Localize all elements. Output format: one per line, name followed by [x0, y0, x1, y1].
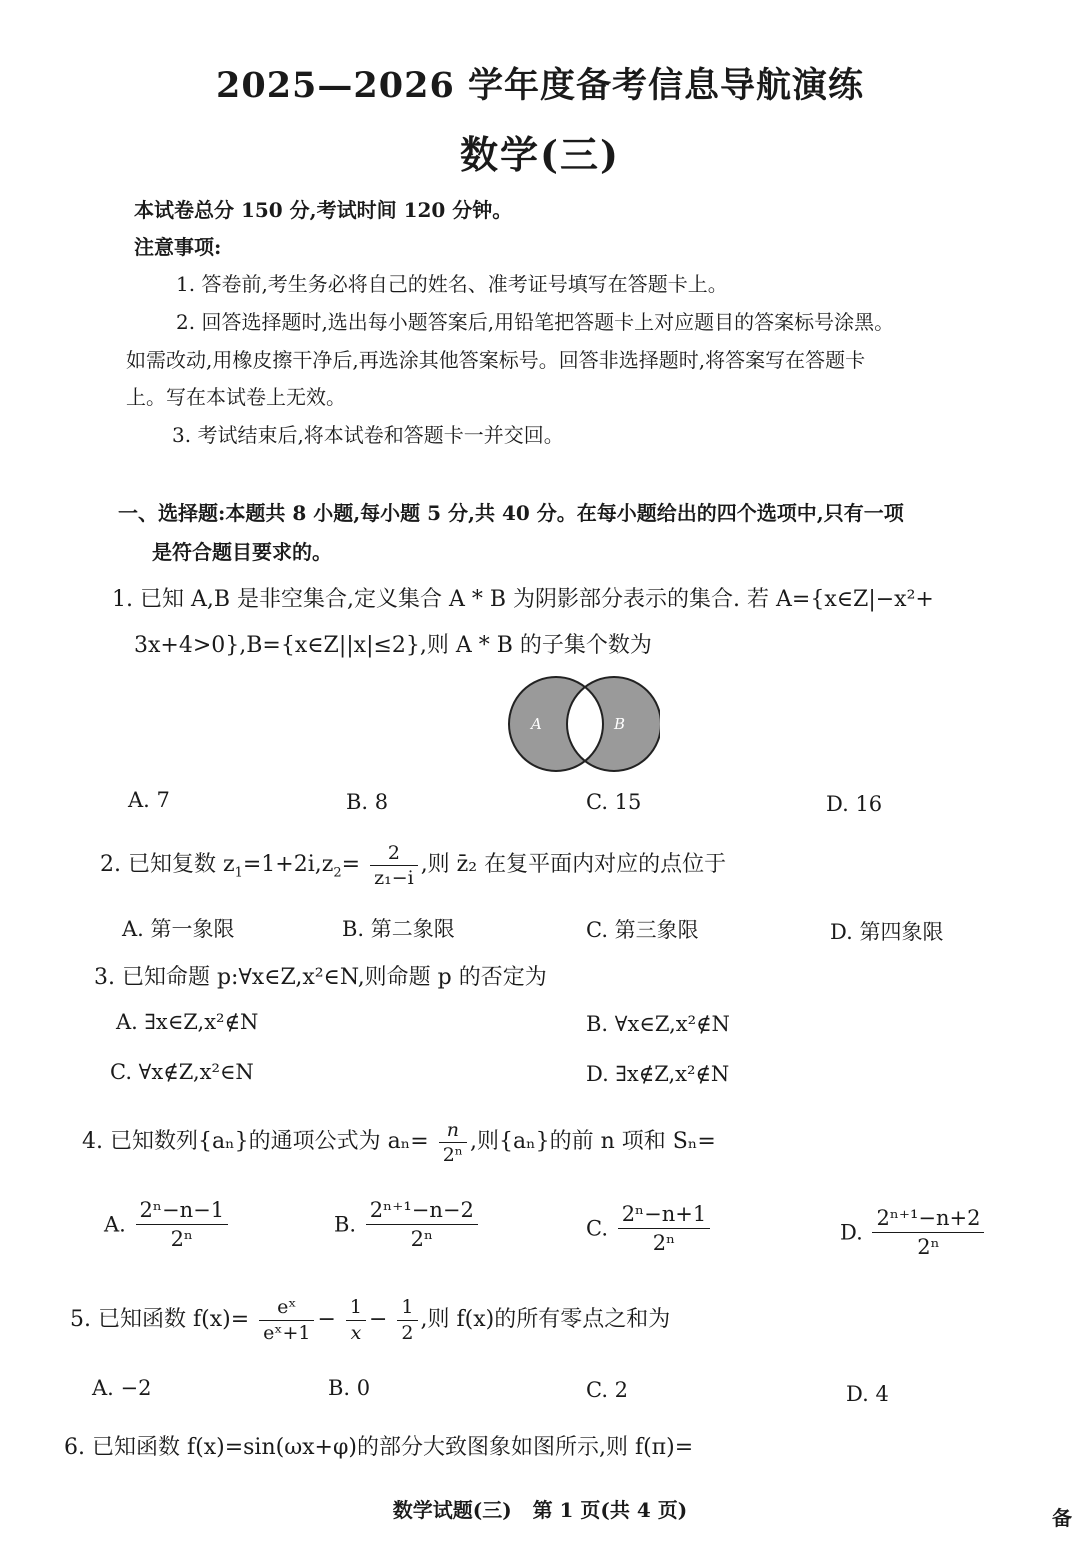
exam-title: 2025—2026 学年度备考信息导航演练 [215, 65, 864, 106]
question-6: 6. 已知函数 f(x)=sin(ωx+φ)的部分大致图象如图所示,则 f(π)= [64, 1435, 694, 1460]
question-1-cont: 3x+4>0},B={x∈Z||x|≤2},则 A * B 的子集个数为 [134, 633, 652, 658]
exam-subtitle: 数学(三) [460, 132, 620, 177]
question-5: 5. 已知函数 f(x)= $\frac{\text{eˣ}}{\text{eˣ+1}}$ − $\frac{1}{x}$ − $\frac{1}{2}$ ,则 f(x)的所有零点之和为 [70, 1295, 671, 1344]
q5-fraction-2: $\frac{1}{x}$ [346, 1295, 366, 1346]
q4-option-d[interactable]: D. $\frac{\text{2ⁿ⁺¹−n+2}}{\text{2ⁿ}}$ [840, 1204, 987, 1261]
venn-label-a: A [531, 715, 542, 733]
notice-heading: 注意事项: [134, 235, 222, 259]
notice-item-3: 3. 考试结束后,将本试卷和答题卡一并交回。 [172, 423, 564, 447]
q1-option-a: A. 7 [128, 788, 170, 812]
section-heading: 一、选择题:本题共 8 小题,每小题 5 分,共 40 分。在每小题给出的四个选项中,只有一项 [118, 501, 904, 525]
q4-option-b[interactable]: B. $\frac{\text{2ⁿ⁺¹−n−2}}{\text{2ⁿ}}$ [334, 1196, 481, 1253]
q4-option-c[interactable]: C. $\frac{\text{2ⁿ−n+1}}{\text{2ⁿ}}$ [586, 1200, 713, 1257]
q4-option-b-fraction: $\frac{\text{2ⁿ⁺¹−n−2}}{\text{2ⁿ}}$ [366, 1196, 478, 1253]
q3-option-a: A. ∃x∈Z,x²∉N [116, 1010, 259, 1034]
notice-item-2-cont: 如需改动,用橡皮擦干净后,再选涂其他答案标号。回答非选择题时,将答案写在答题卡 [126, 348, 866, 372]
q2-option-c: C. 第三象限 [586, 918, 699, 942]
question-2: 2. 已知复数 $z_1=1+2i,z_2=$ $\frac{2}{\text{z₁−i}}$ ,则 z̄₂ 在复平面内对应的点位于 [100, 841, 727, 889]
q5-option-b: B. 0 [328, 1376, 371, 1400]
q5-fraction-3: $\frac{1}{2}$ [397, 1295, 417, 1346]
q4-option-c-fraction: $\frac{\text{2ⁿ−n+1}}{\text{2ⁿ}}$ [618, 1200, 711, 1257]
q1-option-c: C. 15 [586, 790, 642, 814]
q2-option-d: D. 第四象限 [830, 920, 944, 944]
notice-item-2: 2. 回答选择题时,选出每小题答案后,用铅笔把答题卡上对应题目的答案标号涂黑。 [176, 310, 895, 334]
venn-diagram [500, 676, 660, 776]
q3-option-c: C. ∀x∉Z,x²∈N [110, 1060, 254, 1084]
question-3: 3. 已知命题 p:∀x∈Z,x²∈N,则命题 p 的否定为 [94, 965, 547, 990]
q4-fraction: $\frac{n}{\text{2ⁿ}}$ [439, 1118, 467, 1167]
notice-item-1: 1. 答卷前,考生务必将自己的姓名、准考证号填写在答题卡上。 [176, 272, 728, 296]
q3-option-b: B. ∀x∈Z,x²∉N [586, 1012, 730, 1036]
q5-option-d: D. 4 [846, 1382, 889, 1406]
corner-mark: 备 [1052, 1506, 1072, 1530]
q5-option-c: C. 2 [586, 1378, 629, 1402]
section-heading-cont: 是符合题目要求的。 [152, 540, 332, 564]
q2-option-a: A. 第一象限 [122, 917, 235, 941]
q3-option-d: D. ∃x∉Z,x²∉N [586, 1062, 730, 1086]
question-4: 4. 已知数列{aₙ}的通项公式为 aₙ= $\frac{n}{\text{2ⁿ}}$ ,则{aₙ}的前 n 项和 Sₙ= [82, 1118, 716, 1166]
q1-option-d: D. 16 [826, 792, 883, 816]
venn-label-b: B [614, 715, 626, 733]
q4-option-a-fraction: $\frac{\text{2ⁿ−n−1}}{\text{2ⁿ}}$ [136, 1196, 229, 1253]
q5-option-a: A. −2 [92, 1376, 152, 1400]
score-line: 本试卷总分 150 分,考试时间 120 分钟。 [134, 198, 513, 222]
page-footer: 数学试题(三) 第 1 页(共 4 页) [392, 1498, 688, 1522]
q4-option-d-fraction: $\frac{\text{2ⁿ⁺¹−n+2}}{\text{2ⁿ}}$ [872, 1204, 984, 1261]
q1-option-b: B. 8 [346, 790, 389, 814]
q2-option-b: B. 第二象限 [342, 917, 455, 941]
q4-option-a[interactable]: A. $\frac{\text{2ⁿ−n−1}}{\text{2ⁿ}}$ [104, 1196, 231, 1253]
q2-fraction: $\frac{2}{\text{z₁−i}}$ [370, 841, 418, 890]
notice-item-2-end: 上。写在本试卷上无效。 [126, 385, 346, 409]
question-1: 1. 已知 A,B 是非空集合,定义集合 A * B 为阴影部分表示的集合. 若 A={x∈Z|−x²+ [112, 587, 934, 612]
q5-fraction-1: $\frac{\text{eˣ}}{\text{eˣ+1}}$ [259, 1295, 314, 1346]
